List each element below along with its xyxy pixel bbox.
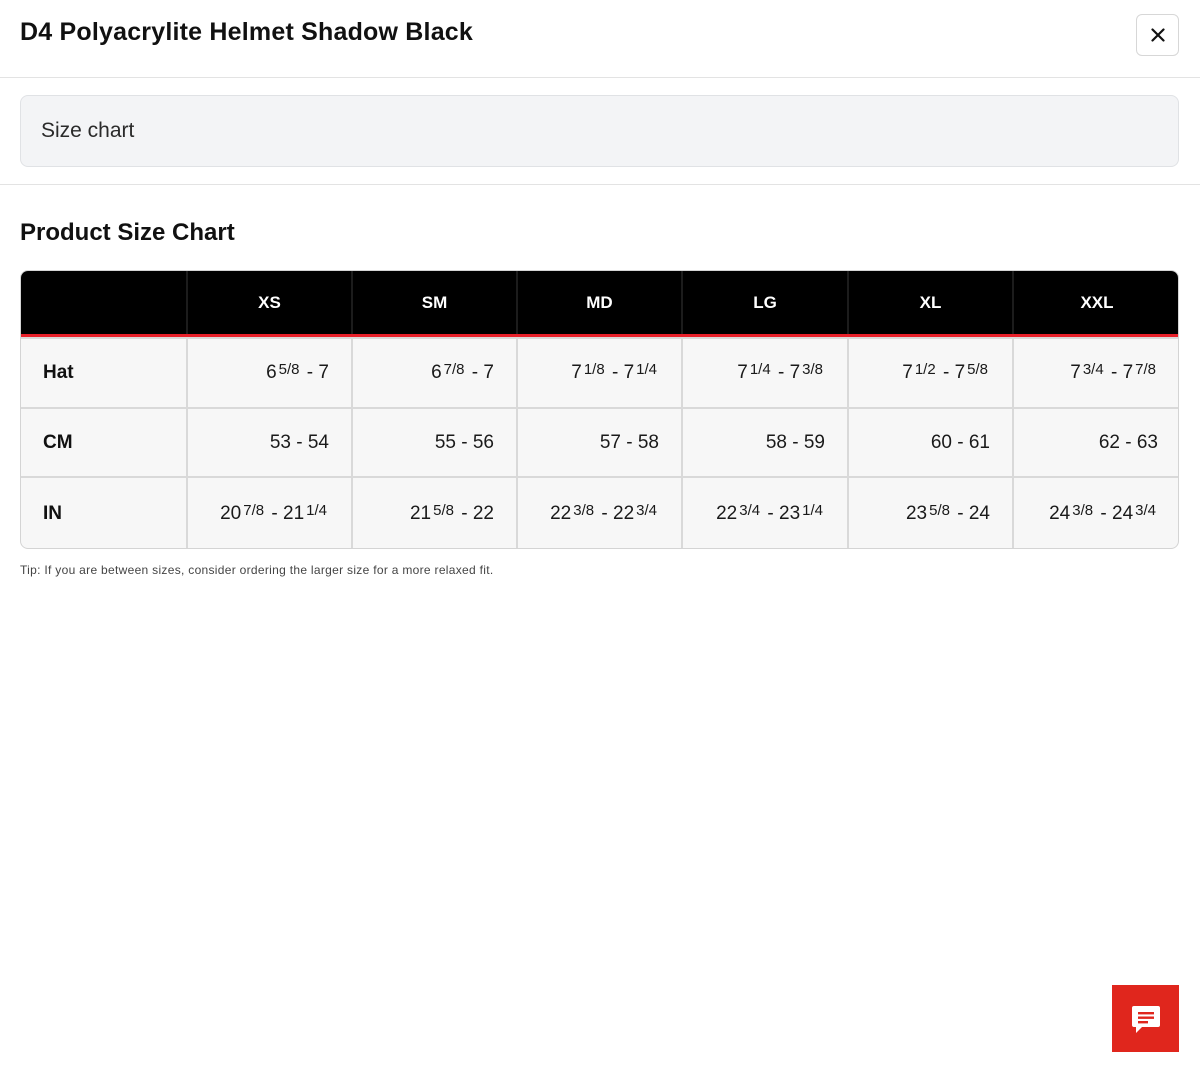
cell-value-whole: 61 [968, 431, 990, 453]
table-cell-sm [351, 339, 516, 407]
cell-value-whole: 7 [483, 362, 494, 383]
cell-value-whole: 60 [930, 431, 952, 453]
column-header-xs: XS [186, 271, 351, 334]
cell-value-fraction: 5/8 [929, 501, 950, 519]
range-separator: - [951, 431, 969, 453]
cell-value-fraction: 1/4 [636, 360, 657, 378]
table-cell-lg [681, 478, 847, 549]
table-cell-xl [847, 409, 1012, 476]
cell-value-fraction: 3/4 [739, 501, 761, 519]
range-separator: - [455, 503, 473, 524]
cell-value-fraction: 3/8 [573, 501, 595, 519]
cell-value-whole: 7 [789, 362, 801, 383]
modal-header [0, 0, 1200, 78]
row-label: CM [43, 431, 73, 453]
range-separator: - [1095, 503, 1112, 524]
table-cell-xxl [1012, 339, 1179, 407]
modal-title: D4 Polyacrylite Helmet Shadow Black [20, 18, 474, 46]
cell-value-whole: 6 [266, 362, 277, 383]
cell-value-whole: 58 [637, 431, 659, 453]
column-header-xxl: XXL [1012, 271, 1179, 334]
cell-value-whole: 53 [269, 431, 291, 453]
cell-value-fraction: 7/8 [1135, 360, 1156, 378]
cell-value-whole: 24 [1049, 503, 1071, 524]
column-header-md: MD [516, 271, 681, 334]
cell-value-fraction: 3/4 [1082, 360, 1104, 378]
cell-value-whole: 24 [1112, 503, 1134, 524]
close-button[interactable] [1136, 14, 1179, 56]
range-separator: - [596, 503, 613, 524]
table-cell-sm [351, 409, 516, 476]
close-icon [1151, 28, 1165, 42]
table-cell-md [516, 478, 681, 549]
cell-value-fraction: 5/8 [278, 360, 300, 378]
cell-value-fraction: 7/8 [443, 360, 465, 378]
cell-value-fraction: 5/8 [433, 501, 454, 519]
cell-value-whole: 7 [902, 362, 913, 383]
range-separator: - [1119, 431, 1137, 453]
column-header-sm: SM [351, 271, 516, 334]
table-cell-md [516, 409, 681, 476]
cell-value-fraction: 7/8 [243, 501, 265, 519]
cell-value-fraction: 1/4 [749, 360, 771, 378]
table-cell-lg [681, 339, 847, 407]
column-header-lg: LG [681, 271, 847, 334]
table-cell-sm [351, 478, 516, 549]
cell-value-whole: 7 [1122, 362, 1134, 383]
range-separator: - [786, 431, 804, 453]
divider [0, 184, 1200, 185]
column-header-xl: XL [847, 271, 1012, 334]
table-cell-xxl [1012, 409, 1179, 476]
table-cell-xl [847, 478, 1012, 549]
tab-size-chart-label: Size chart [41, 119, 135, 142]
cell-value-fraction: 3/4 [1135, 501, 1156, 519]
range-separator: - [762, 503, 779, 524]
cell-value-whole: 56 [472, 431, 494, 453]
range-separator: - [290, 431, 308, 453]
cell-value-whole: 6 [431, 362, 442, 383]
cell-value-whole: 7 [954, 362, 966, 383]
table-cell-lg [681, 409, 847, 476]
row-label: Hat [43, 362, 74, 383]
table-cell-xl [847, 339, 1012, 407]
table-cell-xs [186, 409, 351, 476]
cell-value-whole: 63 [1136, 431, 1158, 453]
table-row-hat [21, 337, 1179, 407]
cell-value-whole: 7 [571, 362, 582, 383]
cell-value-fraction: 3/8 [1072, 501, 1094, 519]
range-separator: - [466, 362, 484, 383]
range-separator: - [937, 362, 955, 383]
cell-value-whole: 7 [623, 362, 635, 383]
range-separator: - [301, 362, 319, 383]
range-separator: - [455, 431, 473, 453]
tab-size-chart[interactable] [20, 95, 1179, 167]
range-separator: - [266, 503, 283, 524]
cell-value-fraction: 1/4 [306, 501, 327, 519]
cell-value-fraction: 1/2 [914, 360, 936, 378]
cell-value-whole: 21 [283, 503, 305, 524]
cell-value-whole: 59 [803, 431, 825, 453]
cell-value-fraction: 3/4 [636, 501, 657, 519]
cell-value-whole: 7 [737, 362, 748, 383]
cell-value-fraction: 5/8 [967, 360, 988, 378]
cell-value-whole: 7 [1070, 362, 1081, 383]
range-separator: - [1105, 362, 1123, 383]
cell-value-whole: 22 [716, 503, 738, 524]
table-header-row [21, 271, 1179, 337]
cell-value-fraction: 3/8 [802, 360, 823, 378]
table-header-corner [21, 271, 186, 334]
cell-value-whole: 23 [779, 503, 801, 524]
cell-value-whole: 20 [220, 503, 242, 524]
cell-value-whole: 22 [472, 503, 494, 524]
cell-value-whole: 62 [1098, 431, 1120, 453]
range-separator: - [772, 362, 790, 383]
cell-value-whole: 22 [613, 503, 635, 524]
cell-value-whole: 21 [409, 503, 432, 524]
cell-value-whole: 57 [599, 431, 621, 453]
size-chart-table [20, 270, 1179, 549]
section-title: Product Size Chart [20, 219, 235, 246]
chat-button[interactable] [1112, 985, 1179, 1052]
cell-value-whole: 55 [434, 431, 456, 453]
cell-value-fraction: 1/8 [583, 360, 605, 378]
table-cell-md [516, 339, 681, 407]
table-cell-xs [186, 339, 351, 407]
table-cell-xxl [1012, 478, 1179, 549]
cell-value-whole: 24 [968, 503, 990, 524]
range-separator: - [606, 362, 624, 383]
table-row-cm [21, 407, 1179, 476]
table-row-in [21, 476, 1179, 549]
cell-value-whole: 7 [318, 362, 329, 383]
cell-value-whole: 23 [905, 503, 928, 524]
row-label: IN [43, 503, 62, 524]
range-separator: - [620, 431, 638, 453]
cell-value-whole: 54 [307, 431, 329, 453]
cell-value-fraction: 1/4 [802, 501, 823, 519]
cell-value-whole: 58 [765, 431, 787, 453]
range-separator: - [951, 503, 969, 524]
cell-value-whole: 22 [550, 503, 572, 524]
table-cell-xs [186, 478, 351, 549]
chat-icon [1130, 1003, 1162, 1035]
tip-text: Tip: If you are between sizes, consider ordering the larger size for a more relaxed fit. [20, 563, 494, 577]
